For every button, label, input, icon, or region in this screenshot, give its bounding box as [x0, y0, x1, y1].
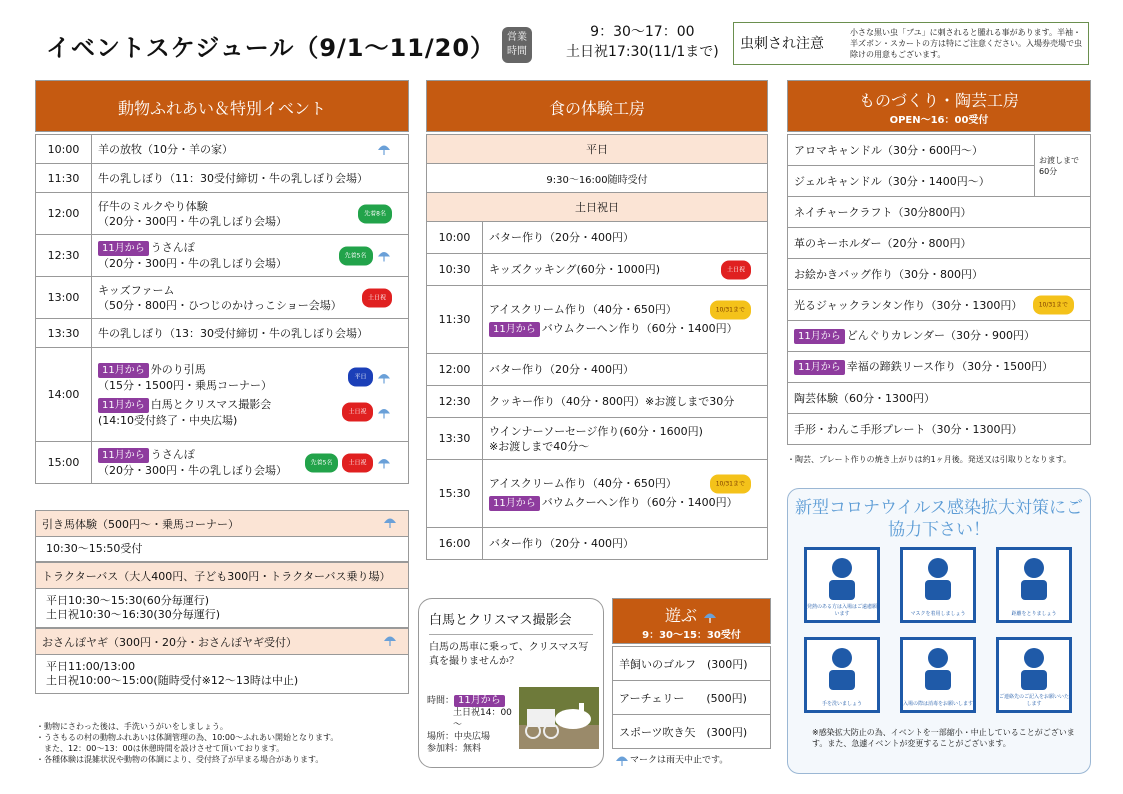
xmas-box: [418, 598, 604, 768]
hours-badge: 営業 時間: [502, 27, 532, 63]
note-line: ・各種体験は混雑状況や動物の体調により、受付終了が早まる場合があります。: [36, 755, 324, 764]
note-line: ・動物にさわった後は、手洗いうがいをしましょう。: [36, 722, 228, 731]
event-detail: （50分・800円・ひつじのかけっこショー会場）: [98, 298, 342, 312]
insect-warning-title: 虫刺され注意: [740, 36, 824, 52]
time-cell: 12:00: [427, 354, 483, 386]
event-text: 陶芸体験（60分・1300円）: [794, 391, 935, 405]
corona-note: ※感染拡大防止の為、イベントを一部縮小・中止していることがございます。また、急遽イベントが変更することがございます。: [812, 728, 1075, 748]
table-row: [788, 290, 1091, 321]
craft-item: [788, 259, 1091, 290]
event-badge: 土日祝: [362, 288, 392, 307]
insect-warning: [733, 22, 1089, 65]
insect-warning-note: 小さな黒い虫「ブユ」に刺されると腫れる事があります。半袖・半ズボン・スカートの方は特にご注意ください。入場券売場で虫除けの用意もございます。: [850, 28, 1082, 59]
time-cell: 11:30: [36, 164, 92, 193]
umbrella-icon: [376, 248, 392, 264]
event-text: お絵かきバッグ作り（30分・800円）: [794, 267, 983, 281]
from-november-pill: 11月から: [794, 329, 845, 344]
table-row: [36, 235, 409, 277]
safety-pictogram-icon: [903, 640, 973, 692]
table-row: [788, 228, 1091, 259]
umbrella-icon: [376, 455, 392, 471]
umbrella-icon: [376, 404, 392, 420]
safety-pictogram-icon: [903, 550, 973, 602]
corona-panel: マスクを着用しましょう: [900, 547, 976, 623]
event-badge: 土日祝: [342, 453, 372, 472]
time-cell: 10:30: [427, 254, 483, 286]
craft-item: [788, 321, 1091, 352]
sub-activity: [35, 510, 409, 562]
food-table: [426, 134, 768, 560]
event-detail: （20分・300円・牛の乳しぼり会場）: [98, 464, 287, 477]
table-row: [36, 193, 409, 235]
event-badge: 平日: [348, 368, 372, 387]
event-text: 仔牛のミルクやり体験: [98, 199, 208, 213]
play-header: 遊ぶ 9：30～15：30受付: [612, 598, 771, 644]
event-cell: [92, 135, 409, 164]
event-text: バウムクーヘン作り（60分・1400円）: [541, 322, 738, 335]
umbrella-icon: [614, 752, 630, 768]
time-cell: 11:30: [427, 286, 483, 354]
table-row: [36, 348, 409, 442]
sub-activity-title: おさんぽヤギ（300円・20分・おさんぽヤギ受付）: [35, 628, 409, 655]
rain-note: マークは雨天中止です。: [614, 752, 728, 768]
time-cell: 15:30: [427, 460, 483, 528]
table-row: [427, 222, 768, 254]
event-text: アイスクリーム作り（40分・650円）: [489, 303, 677, 316]
event-cell: [483, 254, 768, 286]
time-cell: 16:00: [427, 528, 483, 560]
time-cell: 12:30: [36, 235, 92, 277]
corona-panel: 手を洗いましょう: [804, 637, 880, 713]
table-row: [788, 135, 1091, 166]
umbrella-icon: [382, 632, 398, 648]
event-detail: （20分・300円・牛の乳しぼり会場）: [98, 257, 287, 270]
craft-item: [788, 228, 1091, 259]
xmas-place: 場所：中央広場: [427, 732, 491, 742]
event-text: 光るジャックランタン作り（30分・1300円）: [794, 298, 1023, 312]
time-cell: 13:30: [427, 418, 483, 460]
corona-panel: 距離をとりましょう: [996, 547, 1072, 623]
event-text: バター作り（20分・400円）: [489, 537, 634, 550]
table-row: [36, 319, 409, 348]
weekday-label: 平日: [427, 135, 768, 164]
craft-header: ものづくり・陶芸工房 OPEN～16：00受付: [787, 80, 1091, 132]
corona-panel: ご連絡先のご記入をお願いいたします: [996, 637, 1072, 713]
sub-activity: [35, 628, 409, 694]
event-text: 白馬とクリスマス撮影会: [150, 397, 272, 411]
event-text: 革のキーホルダー（20分・800円）: [794, 236, 972, 250]
event-cell: [92, 319, 409, 348]
animal-header: 動物ふれあい＆特別イベント: [35, 80, 409, 132]
time-cell: 10:00: [36, 135, 92, 164]
event-text: ジェルキャンドル（30分・1400円～）: [794, 174, 990, 188]
corona-panel: 入場の際は消毒をお願いします: [900, 637, 976, 713]
craft-item: [788, 290, 1091, 321]
event-text: クッキー作り（40分・800円）※お渡しまで30分: [489, 395, 735, 408]
time-cell: 12:30: [427, 386, 483, 418]
event-cell: [483, 222, 768, 254]
pickup-time-note: お渡しまで60分: [1035, 135, 1091, 197]
corona-panel: 発熱のある方は入場はご遠慮願います: [804, 547, 880, 623]
event-text: うさんぽ: [150, 448, 195, 461]
event-cell: [92, 235, 409, 277]
xmas-body: 白馬の馬車に乗って、クリスマス写真を撮りませんか？: [429, 642, 589, 667]
xmas-pill: 11月から: [454, 695, 505, 707]
safety-pictogram-icon: [807, 550, 877, 602]
animal-sub-list: [35, 510, 409, 694]
animal-notes: [36, 721, 416, 765]
time-cell: 15:00: [36, 442, 92, 484]
craft-item: [788, 166, 1035, 197]
food-header: 食の体験工房: [426, 80, 768, 132]
note-line: また、12：00～13：00は休憩時間を設けさせて頂いております。: [36, 744, 285, 753]
table-row: [36, 135, 409, 164]
time-cell: 13:30: [36, 319, 92, 348]
safety-pictogram-icon: [999, 640, 1069, 692]
safety-pictogram-icon: [999, 550, 1069, 602]
event-text: 幸福の蹄鉄リース作り（30分・1500円）: [846, 360, 1054, 373]
table-row: [36, 164, 409, 193]
from-november-pill: 11月から: [98, 398, 149, 413]
sub-activity: [35, 562, 409, 628]
table-row: [788, 383, 1091, 414]
xmas-title: 白馬とクリスマス撮影会: [429, 613, 572, 628]
xmas-fee: 参加料：無料: [427, 744, 482, 754]
event-text: アイスクリーム作り（40分・650円）: [489, 477, 677, 490]
umbrella-icon: [376, 369, 392, 385]
table-row: [788, 352, 1091, 383]
event-text: ネイチャークラフト（30分800円）: [794, 205, 972, 219]
craft-item: [788, 352, 1091, 383]
time-cell: 14:00: [36, 348, 92, 442]
event-text: うさんぽ: [150, 241, 195, 254]
event-text: 外のり引馬: [150, 362, 206, 376]
event-text: 羊の放牧（10分・羊の家）: [98, 142, 233, 156]
event-badge: 土日祝: [342, 403, 372, 422]
sub-activity-body: 平日11:00/13:00 土日祝10:00～15:00(随時受付※12～13時は中止): [35, 655, 409, 694]
from-november-pill: 11月から: [794, 360, 845, 375]
craft-item: [788, 197, 1091, 228]
table-row: [788, 321, 1091, 352]
sub-activity-title: 引き馬体験（500円～・乗馬コーナー）: [35, 510, 409, 537]
page-title: イベントスケジュール（9/1～11/20）: [46, 34, 496, 62]
event-text: アロマキャンドル（30分・600円～）: [794, 143, 983, 157]
xmas-time: 土日祝14：00～: [453, 708, 512, 730]
animal-table: [35, 134, 409, 484]
table-row: [427, 386, 768, 418]
craft-item: [788, 135, 1035, 166]
event-badge: 先着8名: [358, 204, 392, 223]
event-text: 手形・わんこ手形プレート（30分・1300円）: [794, 422, 1023, 436]
from-november-pill: 11月から: [489, 496, 540, 511]
event-cell: [483, 386, 768, 418]
event-badge: 10/31まで: [710, 474, 751, 493]
opening-hours: 9：30～17：00 土日祝17:30(11/1まで): [566, 24, 719, 60]
event-cell: [92, 164, 409, 193]
event-text: キッズクッキング(60分・1000円): [489, 263, 661, 276]
table-row: [427, 254, 768, 286]
table-row: [427, 418, 768, 460]
event-cell: [92, 277, 409, 319]
event-detail: （20分・300円・牛の乳しぼり会場）: [98, 214, 287, 228]
craft-item: [788, 414, 1091, 445]
umbrella-icon: [702, 609, 718, 625]
umbrella-icon: [382, 514, 398, 530]
umbrella-icon: [376, 141, 392, 157]
from-november-pill: 11月から: [489, 322, 540, 337]
event-cell: [483, 528, 768, 560]
weekend-label: 土日祝日: [427, 193, 768, 222]
table-row: [788, 259, 1091, 290]
event-cell: [92, 193, 409, 235]
event-detail: (14:10受付終了・中央広場): [98, 413, 238, 427]
play-item: アーチェリー (500円): [613, 681, 771, 715]
event-text: ウインナーソーセージ作り(60分・1600円): [489, 424, 703, 438]
weekday-hours: 9:30～16:00随時受付: [427, 164, 768, 193]
table-row: [36, 442, 409, 484]
event-cell: [92, 348, 409, 442]
table-row: [427, 354, 768, 386]
table-row: [427, 460, 768, 528]
time-cell: 13:00: [36, 277, 92, 319]
event-badge: 10/31まで: [710, 300, 751, 319]
play-item: 羊飼いのゴルフ (300円): [613, 647, 771, 681]
event-cell: [483, 286, 768, 354]
event-text: バウムクーヘン作り（60分・1400円）: [541, 496, 738, 509]
table-row: [36, 277, 409, 319]
corona-title: 新型コロナウイルス感染拡大対策にご協力下さい！: [795, 498, 1083, 540]
sub-activity-body: 平日10:30～15:30(60分毎運行) 土日祝10:30～16:30(30分毎運行): [35, 589, 409, 628]
event-detail: （15分・1500円・乗馬コーナー）: [98, 378, 272, 392]
white-horse-carriage-photo: [519, 687, 599, 749]
time-cell: 10:00: [427, 222, 483, 254]
event-badge: 土日祝: [721, 260, 751, 279]
xmas-time-label: 時間：: [427, 696, 455, 706]
corona-box: [787, 488, 1091, 774]
event-text: どんぐりカレンダー（30分・900円）: [846, 329, 1036, 342]
craft-item: [788, 383, 1091, 414]
event-badge: 先着5名: [339, 246, 373, 265]
event-cell: [483, 418, 768, 460]
from-november-pill: 11月から: [98, 241, 149, 256]
event-badge: 10/31まで: [1033, 296, 1074, 315]
event-cell: [483, 460, 768, 528]
sub-activity-body: 10:30～15:50受付: [35, 537, 409, 562]
play-item: スポーツ吹き矢 (300円): [613, 715, 771, 749]
play-table: [612, 646, 771, 749]
safety-pictogram-icon: [807, 640, 877, 692]
event-text: バター作り（20分・400円）: [489, 231, 634, 244]
craft-note: ・陶芸、プレート作りの焼き上がりは約1ヶ月後。発送又は引取りとなります。: [787, 455, 1072, 464]
from-november-pill: 11月から: [98, 448, 149, 463]
craft-table: [787, 134, 1091, 445]
event-badge: 先着5名: [305, 453, 339, 472]
table-row: [427, 528, 768, 560]
table-row: [427, 286, 768, 354]
event-text: 牛の乳しぼり（11：30受付締切・牛の乳しぼり会場）: [98, 171, 368, 185]
table-row: [788, 414, 1091, 445]
table-row: [788, 197, 1091, 228]
event-text: キッズファーム: [98, 283, 175, 297]
event-text: バター作り（20分・400円）: [489, 363, 634, 376]
event-cell: [483, 354, 768, 386]
from-november-pill: 11月から: [98, 363, 149, 378]
event-detail: ※お渡しまで40分～: [489, 439, 590, 453]
note-line: ・うさもるの村の動物ふれあいは体調管理の為、10:00～ふれあい開始となります。: [36, 733, 339, 742]
sub-activity-title: トラクターバス（大人400円、子ども300円・トラクターバス乗り場）: [35, 562, 409, 589]
event-cell: [92, 442, 409, 484]
event-text: 牛の乳しぼり（13：30受付締切・牛の乳しぼり会場）: [98, 326, 368, 340]
time-cell: 12:00: [36, 193, 92, 235]
